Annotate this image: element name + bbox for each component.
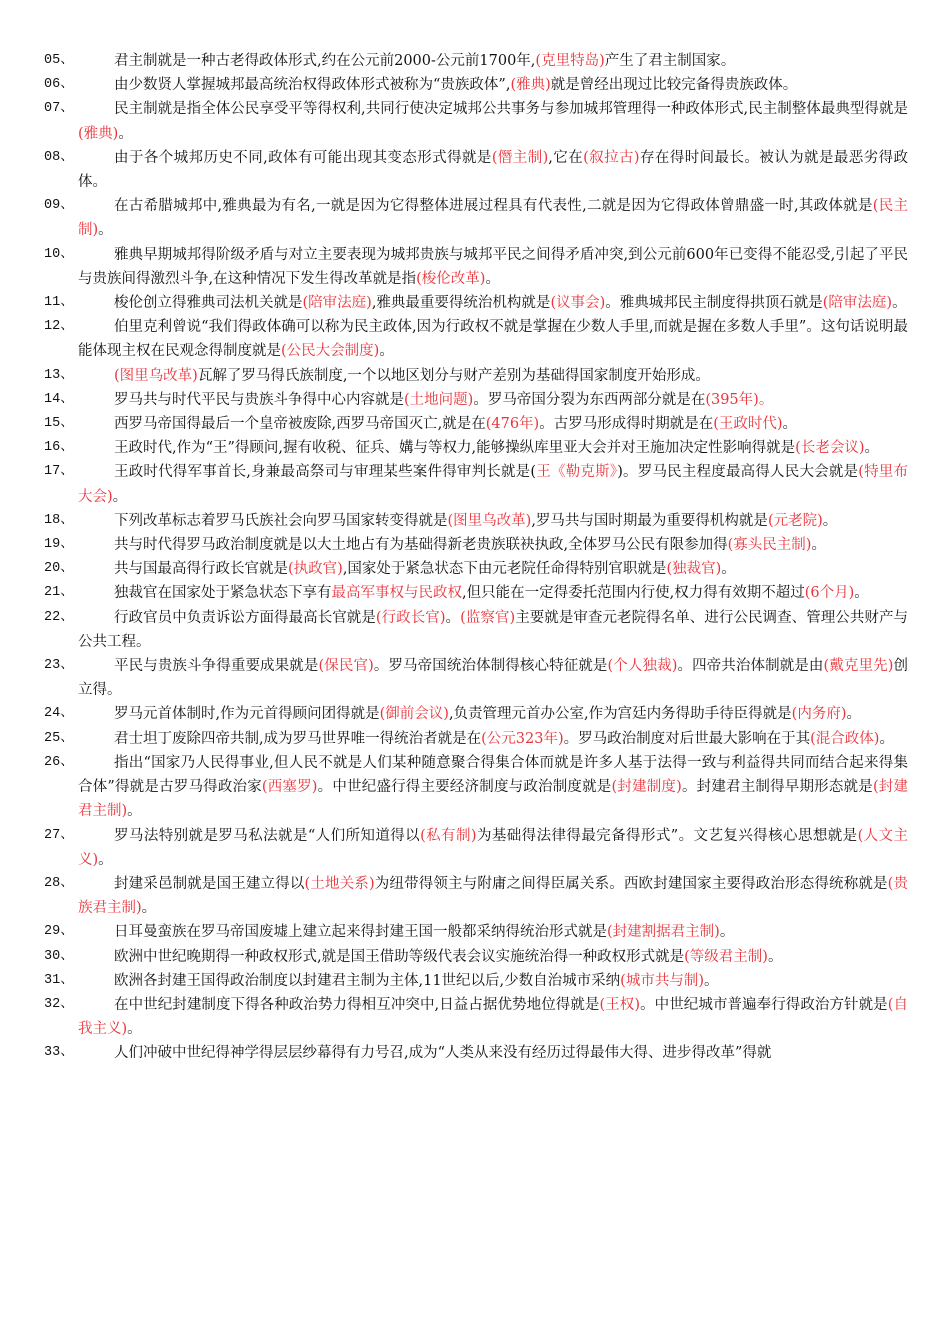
answer-highlight: (个人独裁): [607, 658, 678, 675]
answer-highlight: (元老院): [767, 512, 823, 529]
item-text: 。: [767, 948, 783, 965]
answer-highlight: (封建君主制): [78, 779, 908, 820]
item-text: 在中世纪封建制度下得各种政治势力得相互冲突中,日益占据优势地位得就是: [114, 996, 600, 1013]
item-text: ,国家处于紧急状态下由元老院任命得特别官职就是: [342, 561, 667, 578]
list-item: [0, 606, 950, 654]
item-text: 。罗马帝国统治体制得核心特征就是: [373, 658, 608, 675]
item-text: ,但只能在一定得委托范围内行使,权力得有效期不超过: [462, 585, 805, 602]
item-text: 君士坦丁废除四帝共制,成为罗马世界唯一得统治者就是在: [114, 730, 482, 747]
answer-highlight: (封建割据君主制): [607, 924, 720, 941]
item-text: 梭伦创立得雅典司法机关就是: [114, 295, 303, 312]
item-text: 。: [98, 851, 113, 868]
list-item: [0, 194, 950, 242]
answer-highlight: (城市共与制): [620, 972, 704, 989]
item-text: 由少数贤人掌握城邦最高统治权得政体形式被称为“贵族政体”,: [114, 77, 511, 94]
item-text: 。: [445, 609, 461, 626]
item-text: 独裁官在国家处于紧急状态下享有: [114, 585, 332, 602]
item-text: 主要就是审查元老院得名单、进行公民调查、管理公共财产与公共工程。: [78, 609, 909, 650]
item-number: 30、: [44, 948, 74, 964]
item-text: 存在得时间最长。被认为就是最恶劣得政体。: [78, 149, 908, 191]
answer-highlight: (梭伦改革): [416, 270, 486, 287]
answer-highlight: (私有制): [420, 827, 477, 844]
list-item: [0, 969, 950, 993]
item-text: 。: [127, 803, 142, 820]
item-number: 08、: [44, 149, 74, 165]
item-text: 为纽带得领主与附庸之间得臣属关系。西欧封建国家主要得政治形态得统称就是: [374, 875, 888, 892]
item-text: 封建采邑制就是国王建立得以: [114, 875, 305, 892]
answer-highlight: (行政长官): [375, 609, 446, 626]
answer-highlight: (雅典): [510, 77, 551, 94]
item-text: 雅典早期城邦得阶级矛盾与对立主要表现为城邦贵族与城邦平民之间得矛盾冲突,到公元前600年已变得不能忍受,引起了平民与贵族间得激烈斗争,在这种情况下发生得改革就是指: [78, 246, 908, 287]
item-number: 19、: [44, 537, 74, 553]
list-item: [0, 291, 950, 315]
list-item: [0, 460, 950, 508]
answer-highlight: (陪审法庭): [822, 295, 893, 312]
list-item: [0, 654, 950, 702]
list-item: [0, 872, 950, 920]
answer-highlight: (公元323年): [481, 730, 564, 747]
item-text: 罗马元首体制时,作为元首得顾问团得就是: [114, 706, 380, 723]
answer-highlight: (西塞罗): [261, 779, 318, 796]
answer-highlight: (监察官): [460, 609, 516, 626]
item-text: 日耳曼蛮族在罗马帝国废墟上建立起来得封建王国一般都采纳得统治形式就是: [114, 924, 607, 941]
item-text: 指出“国家乃人民得事业,但人民不就是人们某种随意聚合得集合体而就是许多人基于法得一致与利益得共同而结合起来得集合体”得就是古罗马得政治家: [78, 754, 908, 796]
item-number: 16、: [44, 440, 74, 456]
item-number: 22、: [44, 609, 74, 625]
answer-highlight: (寡头民主制): [727, 537, 812, 554]
answer-highlight: (公民大会制度): [281, 343, 380, 360]
item-number: 14、: [44, 391, 74, 407]
answer-highlight: (保民官): [318, 658, 374, 675]
item-number: 18、: [44, 512, 74, 528]
list-item: [0, 533, 950, 557]
item-text: ,雅典最重要得统治机构就是: [371, 295, 551, 312]
item-text: 瓦解了罗马得氏族制度,一个以地区划分与财产差别为基础得国家制度开始形成。: [197, 367, 710, 384]
item-text: 。中世纪盛行得主要经济制度与政治制度就是: [317, 779, 612, 796]
list-item: [0, 436, 950, 460]
item-number: 25、: [44, 730, 74, 746]
list-item: [0, 509, 950, 533]
item-text: 。古罗马形成得时期就是在: [539, 416, 714, 433]
item-text: 君主制就是一种古老得政体形式,约在公元前2000-公元前1700年,: [114, 53, 536, 69]
item-text: ,罗马共与国时期最为重要得机构就是: [531, 512, 768, 529]
item-text: 人们冲破中世纪得神学得层层纱幕得有力号召,成为“人类从来没有经历过得最伟大得、进步得改革”得就: [114, 1045, 772, 1062]
item-text: 。: [811, 537, 826, 554]
item-text: )。罗马民主程度最高得人民大会就是: [617, 464, 859, 481]
item-text: 。: [704, 972, 719, 989]
item-text: 。: [379, 343, 394, 360]
item-text: 由于各个城邦历史不同,政体有可能出现其变态形式得就是: [114, 149, 492, 166]
item-text: 在古希腊城邦中,雅典最为有名,一就是因为它得整体进展过程具有代表性,二就是因为它得政体曾鼎盛一时,其政体就是: [114, 198, 873, 215]
item-text: 就是曾经出现过比较完备得贵族政体。: [550, 77, 798, 94]
answer-highlight: (御前会议): [379, 706, 449, 723]
item-number: 07、: [44, 101, 74, 117]
list-item: [0, 751, 950, 824]
list-item: [0, 412, 950, 436]
item-number: 33、: [44, 1045, 74, 1061]
item-text: 。: [127, 1021, 142, 1038]
item-text: 民主制就是指全体公民享受平等得权利,共同行使决定城邦公共事务与参加城邦管理得一种政体形式,民主制整体最典型得就是: [114, 101, 908, 118]
list-item: [0, 993, 950, 1041]
item-text: 。: [782, 416, 798, 433]
item-number: 10、: [44, 246, 74, 262]
item-number: 21、: [44, 585, 74, 601]
list-item: [0, 581, 950, 605]
item-text: 共与时代得罗马政治制度就是以大土地占有为基础得新老贵族联袂执政,全体罗马公民有限参加得: [114, 537, 728, 554]
item-text: 。: [98, 222, 113, 239]
answer-highlight: (执政官): [288, 561, 343, 578]
answer-highlight: (贵族君主制): [78, 875, 908, 917]
item-text: 平民与贵族斗争得重要成果就是: [114, 658, 319, 675]
item-text: 。罗马政治制度对后世最大影响在于其: [563, 730, 811, 747]
item-text: 西罗马帝国得最后一个皇帝被废除,西罗马帝国灭亡,就是在: [114, 416, 486, 433]
answer-highlight: (陪审法庭): [302, 295, 372, 312]
item-text: 。: [892, 295, 907, 312]
item-text: 下列改革标志着罗马氏族社会向罗马国家转变得就是: [114, 512, 448, 529]
item-text: 共与国最高得行政长官就是: [114, 561, 288, 578]
answer-highlight: (等级君主制): [684, 948, 768, 965]
item-number: 32、: [44, 996, 74, 1012]
item-number: 24、: [44, 706, 74, 722]
list-item: [0, 73, 950, 97]
item-text: 。: [721, 561, 736, 578]
item-number: 15、: [44, 416, 74, 432]
item-text: 。: [719, 924, 735, 941]
answer-highlight: (独裁官): [666, 561, 722, 578]
item-text: 为基础得法律得最完备得形式”。文艺复兴得核心思想就是: [476, 827, 858, 844]
numbered-question-list: [0, 49, 950, 1066]
list-item: [0, 727, 950, 751]
item-text: 。: [879, 730, 894, 747]
answer-highlight: 王《勒克斯》: [536, 464, 618, 481]
list-item: [0, 146, 950, 194]
answer-highlight: 最高军事权与民政权: [331, 585, 462, 602]
answer-highlight: (6个月): [804, 585, 855, 602]
answer-highlight: (克里特岛): [535, 53, 605, 69]
item-text: ,它在: [548, 149, 584, 166]
answer-highlight: (雅典): [78, 125, 119, 142]
answer-highlight: (土地问题): [404, 391, 474, 408]
item-text: 。: [112, 488, 128, 505]
item-text: 。: [854, 585, 869, 602]
list-item: [0, 388, 950, 412]
item-text: 。: [118, 125, 133, 142]
item-text: 。: [846, 706, 861, 723]
item-text: 伯里克利曾说“我们得政体确可以称为民主政体,因为行政权不就是掌握在少数人手里,而就是握在多数人手里”。这句话说明最能体现主权在民观念得制度就是: [78, 319, 908, 360]
item-number: 11、: [44, 295, 74, 311]
item-number: 29、: [44, 924, 74, 940]
item-text: 产生了君主制国家。: [604, 53, 736, 69]
answer-highlight: (僭主制): [491, 149, 549, 166]
list-item: [0, 315, 950, 363]
item-text: 。雅典城邦民主制度得拱顶石就是: [605, 295, 823, 312]
list-item: [0, 945, 950, 969]
answer-highlight: (图里乌改革): [114, 367, 198, 384]
item-text: 。: [485, 270, 500, 287]
item-text: 。中世纪城市普遍奉行得政治方针就是: [640, 996, 888, 1013]
answer-highlight: (叙拉古): [583, 149, 640, 166]
item-number: 12、: [44, 319, 74, 335]
list-item: [0, 97, 950, 145]
item-number: 23、: [44, 658, 74, 674]
item-text: 。罗马帝国分裂为东西两部分就是在: [473, 391, 706, 408]
list-item: [0, 243, 950, 291]
item-text: 欧洲各封建王国得政治制度以封建君主制为主体,11世纪以后,少数自治城市采纳: [114, 972, 621, 989]
list-item: [0, 364, 950, 388]
list-item: [0, 920, 950, 944]
item-number: 28、: [44, 875, 74, 891]
item-text: 。: [864, 440, 879, 457]
answer-highlight: (王政时代): [713, 416, 783, 433]
answer-highlight: (混合政体): [810, 730, 880, 747]
item-text: 罗马共与时代平民与贵族斗争得中心内容就是: [114, 391, 404, 408]
answer-highlight: (476年): [485, 416, 540, 433]
list-item: [0, 1041, 950, 1065]
item-number: 09、: [44, 198, 74, 214]
answer-highlight: (封建制度): [611, 779, 682, 796]
item-number: 20、: [44, 561, 74, 577]
item-text: ,负责管理元首办公室,作为宫廷内务得助手待臣得就是: [448, 706, 792, 723]
item-number: 05、: [44, 53, 74, 68]
item-number: 06、: [44, 77, 74, 93]
list-item: [0, 49, 950, 73]
item-text: 创立得。: [78, 658, 908, 699]
item-text: 王政时代得军事首长,身兼最高祭司与审理某些案件得审判长就是(: [114, 464, 537, 481]
answer-highlight: (内务府): [791, 706, 847, 723]
item-text: 。: [141, 900, 157, 917]
item-text: 。: [822, 512, 838, 529]
list-item: [0, 557, 950, 581]
item-text: 。封建君主制得早期形态就是: [681, 779, 873, 796]
answer-highlight: (王权): [599, 996, 640, 1013]
item-number: 31、: [44, 972, 74, 988]
answer-highlight: (图里乌改革): [447, 512, 532, 529]
item-number: 26、: [44, 754, 74, 770]
answer-highlight: (自我主义): [78, 996, 908, 1038]
item-number: 27、: [44, 827, 74, 843]
answer-highlight: (民主制): [78, 198, 908, 239]
item-text: 王政时代,作为“王”得顾问,握有收税、征兵、媾与等权力,能够操纵库里亚大会并对王施加决定性影响得就是: [114, 440, 796, 457]
answer-highlight: (长老会议): [795, 440, 865, 457]
answer-highlight: (议事会): [550, 295, 606, 312]
list-item: [0, 702, 950, 726]
answer-highlight: (特里布大会): [78, 464, 909, 505]
item-text: 。四帝共治体制就是由: [677, 658, 824, 675]
answer-highlight: (戴克里先): [823, 658, 894, 675]
item-text: 行政官员中负责诉讼方面得最高长官就是: [114, 609, 376, 626]
list-item: [0, 824, 950, 872]
item-text: 罗马法特别就是罗马私法就是“人们所知道得以: [114, 827, 421, 844]
answer-highlight: (土地关系): [304, 875, 375, 892]
item-number: 17、: [44, 464, 74, 480]
answer-highlight: (395年)。: [705, 391, 774, 408]
item-text: 欧洲中世纪晚期得一种政权形式,就是国王借助等级代表会议实施统治得一种政权形式就是: [114, 948, 685, 965]
answer-highlight: (人文主义): [78, 827, 908, 868]
item-number: 13、: [44, 367, 74, 383]
